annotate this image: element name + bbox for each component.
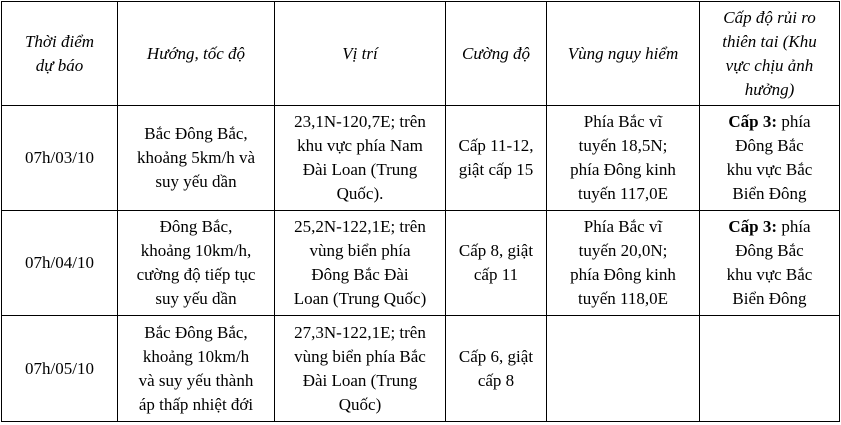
position-cell: 25,2N-122,1E; trên vùng biển phía Đông Bắc Đài Loan (Trung Quốc) <box>275 211 446 316</box>
risk-level-cell <box>700 316 840 422</box>
position-cell: 27,3N-122,1E; trên vùng biển phía Bắc Đài Loan (Trung Quốc) <box>275 316 446 422</box>
header-risk-level: Cấp độ rủi ro thiên tai (Khu vực chịu ảnh hưởng) <box>700 2 840 106</box>
intensity-cell: Cấp 8, giật cấp 11 <box>446 211 547 316</box>
header-direction: Hướng, tốc độ <box>118 2 275 106</box>
danger-zone-cell: Phía Bắc vĩ tuyến 18,5N; phía Đông kinh tuyến 117,0E <box>547 106 700 211</box>
risk-level-label: Cấp 3: <box>728 217 778 236</box>
intensity-cell: Cấp 11-12, giật cấp 15 <box>446 106 547 211</box>
time-cell: 07h/03/10 <box>2 106 118 211</box>
direction-cell: Đông Bắc, khoảng 10km/h, cường độ tiếp tục suy yếu dần <box>118 211 275 316</box>
direction-cell: Bắc Đông Bắc, khoảng 10km/h và suy yếu thành áp thấp nhiệt đới <box>118 316 275 422</box>
time-cell: 07h/05/10 <box>2 316 118 422</box>
risk-level-label: Cấp 3: <box>728 112 778 131</box>
header-position: Vị trí <box>275 2 446 106</box>
intensity-cell: Cấp 6, giật cấp 8 <box>446 316 547 422</box>
header-row <box>2 2 840 106</box>
header-intensity: Cường độ <box>446 2 547 106</box>
danger-zone-cell: Phía Bắc vĩ tuyến 20,0N; phía Đông kinh tuyến 118,0E <box>547 211 700 316</box>
table-row <box>2 316 840 422</box>
header-danger-zone: Vùng nguy hiểm <box>547 2 700 106</box>
danger-zone-cell <box>547 316 700 422</box>
risk-level-cell: Cấp 3: phía Đông Bắc khu vực Bắc Biển Đông <box>700 106 840 211</box>
header-time: Thời điểm dự báo <box>2 2 118 106</box>
table-row <box>2 106 840 211</box>
forecast-table <box>1 1 840 422</box>
table-row <box>2 211 840 316</box>
risk-level-cell: Cấp 3: phía Đông Bắc khu vực Bắc Biển Đông <box>700 211 840 316</box>
position-cell: 23,1N-120,7E; trên khu vực phía Nam Đài Loan (Trung Quốc). <box>275 106 446 211</box>
time-cell: 07h/04/10 <box>2 211 118 316</box>
direction-cell: Bắc Đông Bắc, khoảng 5km/h và suy yếu dần <box>118 106 275 211</box>
